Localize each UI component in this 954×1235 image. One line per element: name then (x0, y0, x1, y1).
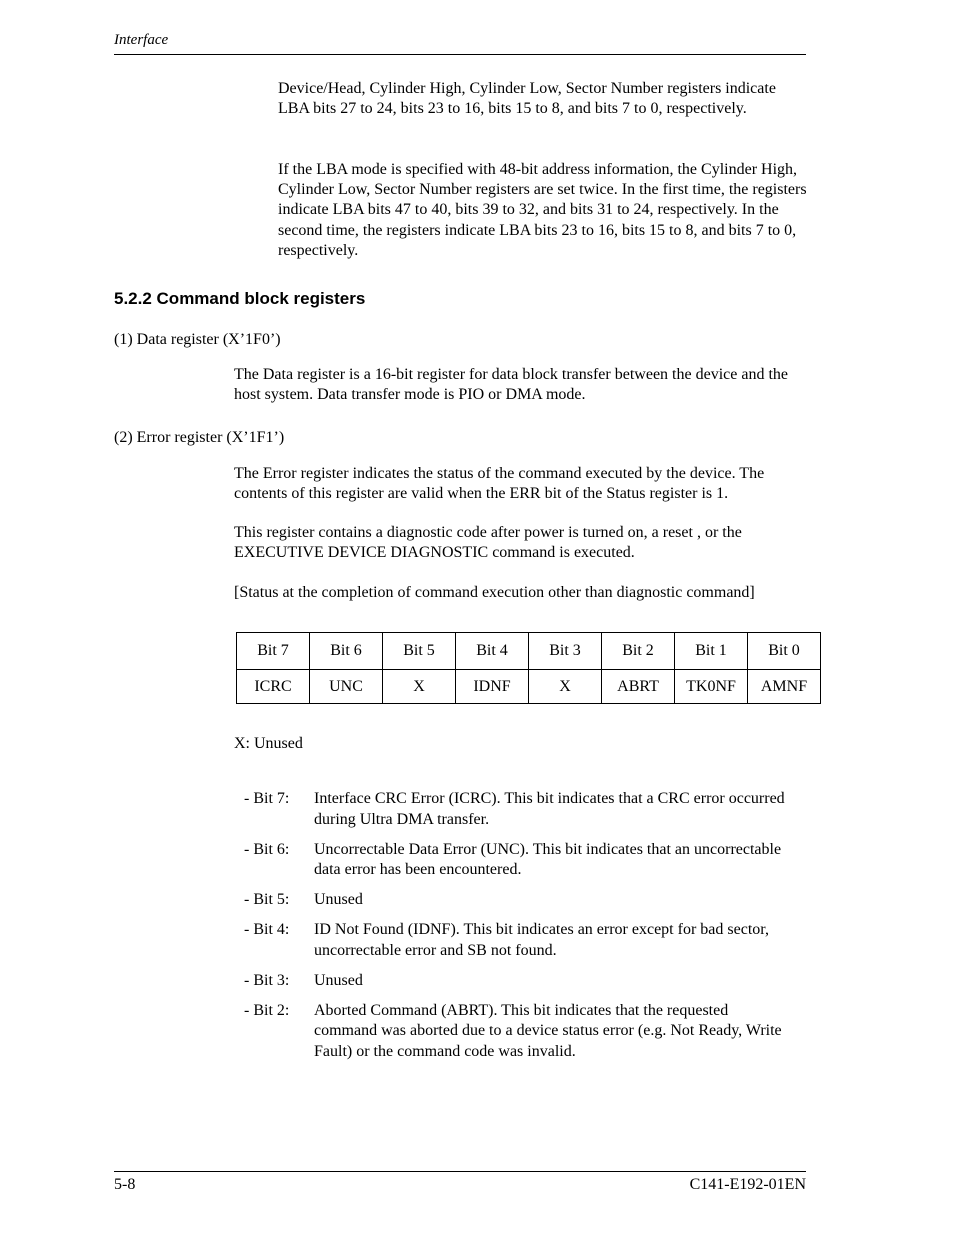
data-register-description: The Data register is a 16-bit register for data block transfer between the device and the host system. Data transfer mode is PIO or DMA mode. (234, 366, 788, 404)
bit-value-cell: AMNF (748, 670, 821, 704)
bit-header-cell: Bit 7 (237, 633, 310, 670)
bit-header-cell: Bit 6 (310, 633, 383, 670)
status-completion-note: [Status at the completion of command execution other than diagnostic command] (234, 584, 755, 601)
bit-description-item (244, 971, 804, 992)
section-heading: 5.2.2 Command block registers (114, 289, 366, 308)
bit-description: Interface CRC Error (ICRC). This bit indicates that a CRC error occurred during Ultra DMA transfer. (314, 790, 785, 828)
bit-value-cell: IDNF (456, 670, 529, 704)
bit-value-cell: ICRC (237, 670, 310, 704)
error-register-title: (2) Error register (X’1F1’) (114, 429, 285, 446)
bit-value-cell: ABRT (602, 670, 675, 704)
bit-description-item (244, 890, 804, 911)
bit-label: - Bit 5: (244, 891, 290, 908)
bit-description: Uncorrectable Data Error (UNC). This bit indicates that an uncorrectable data error has been encountered. (314, 840, 782, 878)
bit-label: - Bit 4: (244, 921, 290, 938)
bit-header-row (237, 633, 821, 670)
bit-description-item (244, 789, 804, 830)
bit-description-item (244, 1001, 804, 1063)
error-register-description-1: The Error register indicates the status of the command executed by the device. The contents of this register are valid when the ERR bit of the Status register is 1. (234, 465, 765, 503)
bit-header-cell: Bit 3 (529, 633, 602, 670)
bit-value-cell: X (529, 670, 602, 704)
document-code: C141-E192-01EN (689, 1176, 806, 1193)
bit-header-cell: Bit 0 (748, 633, 821, 670)
header-rule (114, 54, 806, 55)
bit-label: - Bit 3: (244, 971, 290, 989)
bit-header-cell: Bit 2 (602, 633, 675, 670)
bit-description-item (244, 920, 804, 961)
bit-description-list (244, 789, 804, 1072)
bit-label: - Bit 6: (244, 840, 290, 858)
bit-value-row (237, 670, 821, 704)
data-register-title: (1) Data register (X’1F0’) (114, 331, 281, 348)
bit-description: Unused (314, 971, 363, 989)
error-register-description-2: This register contains a diagnostic code after power is turned on, a reset , or the EXECUTIVE DEVICE DIAGNOSTIC command is executed. (234, 524, 742, 562)
page-number: 5-8 (114, 1176, 136, 1193)
bit-header-cell: Bit 4 (456, 633, 529, 670)
bit-label: - Bit 7: (244, 790, 290, 807)
bit-description: ID Not Found (IDNF). This bit indicates an error except for bad sector, uncorrectable error and SB not found. (314, 921, 769, 959)
intro-paragraph-2: If the LBA mode is specified with 48-bit address information, the Cylinder High, Cylinder Low, Sector Number registers are set twice. In the first time, the registers indicate LBA bits 47 to 40, bits 39 to 32, and bits 31 to 24, respectively. In the second time, the registers indicate LBA bits 23 to 16, bits 15 to 8, and bits 7 to 0, respectively. (278, 161, 807, 259)
intro-paragraph-1: Device/Head, Cylinder High, Cylinder Low, Sector Number registers indicate LBA bits 27 to 24, bits 23 to 16, bits 15 to 8, and bits 7 to 0, respectively. (278, 80, 776, 118)
bit-header-cell: Bit 1 (675, 633, 748, 670)
bit-header-cell: Bit 5 (383, 633, 456, 670)
bit-label: - Bit 2: (244, 1001, 290, 1019)
bit-value-cell: TK0NF (675, 670, 748, 704)
bit-value-cell: X (383, 670, 456, 704)
error-register-bit-table (236, 632, 821, 704)
bit-description: Aborted Command (ABRT). This bit indicates that the requested command was aborted due to a device status error (e.g. Not Ready, Write Fault) or the command code was invalid. (314, 1001, 782, 1060)
bit-description: Unused (314, 891, 363, 908)
running-header: Interface (114, 32, 169, 48)
unused-note: X: Unused (234, 735, 303, 752)
bit-value-cell: UNC (310, 670, 383, 704)
footer-rule (114, 1171, 806, 1172)
bit-description-item (244, 840, 804, 881)
